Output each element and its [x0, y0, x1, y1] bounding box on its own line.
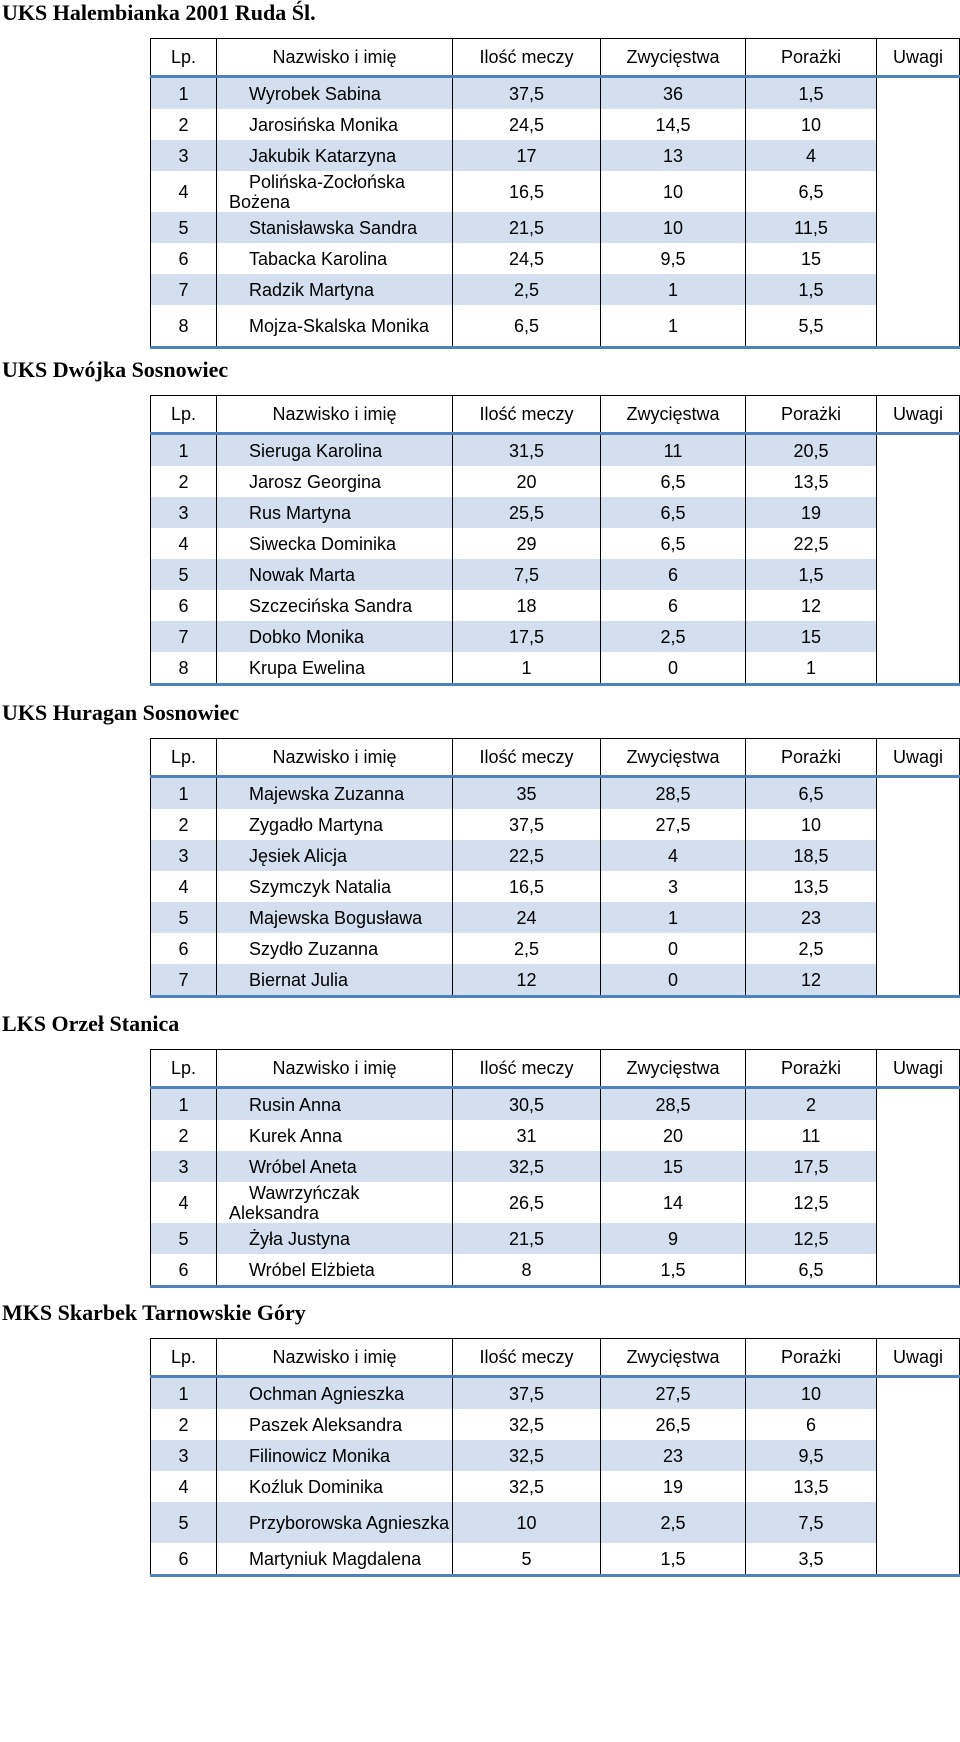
cell-losses: 6 [746, 1409, 877, 1440]
cell-losses: 6,5 [746, 777, 877, 810]
cell-lp: 8 [151, 652, 217, 685]
cell-wins: 10 [601, 171, 746, 212]
cell-lp: 5 [151, 1223, 217, 1254]
cell-losses: 1,5 [746, 77, 877, 110]
header-games: Ilość meczy [453, 739, 601, 777]
cell-name: Dobko Monika [217, 621, 453, 652]
cell-games: 26,5 [453, 1182, 601, 1223]
cell-name: Radzik Martyna [217, 274, 453, 305]
cell-notes [877, 559, 960, 590]
cell-name: Wróbel Elżbieta [217, 1254, 453, 1287]
table-row [151, 434, 960, 467]
cell-games: 17 [453, 140, 601, 171]
cell-notes [877, 109, 960, 140]
header-wins: Zwycięstwa [601, 1050, 746, 1088]
cell-notes [877, 590, 960, 621]
team-section [0, 700, 960, 998]
cell-wins: 11 [601, 434, 746, 467]
cell-name: Krupa Ewelina [217, 652, 453, 685]
cell-name: Żyła Justyna [217, 1223, 453, 1254]
cell-games: 32,5 [453, 1471, 601, 1502]
cell-lp: 6 [151, 933, 217, 964]
cell-wins: 2,5 [601, 1502, 746, 1543]
header-name: Nazwisko i imię [217, 396, 453, 434]
header-losses: Porażki [746, 396, 877, 434]
cell-wins: 19 [601, 1471, 746, 1502]
cell-losses: 12,5 [746, 1223, 877, 1254]
table-row [151, 559, 960, 590]
header-lp: Lp. [151, 1050, 217, 1088]
cell-lp: 3 [151, 140, 217, 171]
header-notes: Uwagi [877, 739, 960, 777]
cell-wins: 1,5 [601, 1254, 746, 1287]
cell-notes [877, 840, 960, 871]
cell-wins: 0 [601, 652, 746, 685]
cell-lp: 7 [151, 621, 217, 652]
cell-wins: 13 [601, 140, 746, 171]
cell-games: 21,5 [453, 1223, 601, 1254]
cell-lp: 2 [151, 109, 217, 140]
cell-notes [877, 964, 960, 997]
cell-losses: 13,5 [746, 871, 877, 902]
team-title: UKS Huragan Sosnowiec [2, 700, 240, 725]
cell-name: Tabacka Karolina [217, 243, 453, 274]
cell-games: 12 [453, 964, 601, 997]
cell-name: Ochman Agnieszka [217, 1377, 453, 1410]
table-row [151, 140, 960, 171]
header-lp: Lp. [151, 396, 217, 434]
cell-games: 30,5 [453, 1088, 601, 1121]
team-table [150, 1049, 960, 1288]
team-title: UKS Halembianka 2001 Ruda Śl. [2, 0, 316, 25]
table-row [151, 840, 960, 871]
cell-notes [877, 1088, 960, 1121]
team-table [150, 738, 960, 998]
header-wins: Zwycięstwa [601, 739, 746, 777]
table-row [151, 1223, 960, 1254]
header-notes: Uwagi [877, 396, 960, 434]
table-row [151, 466, 960, 497]
team-section [0, 0, 960, 349]
cell-losses: 3,5 [746, 1543, 877, 1576]
cell-notes [877, 1543, 960, 1576]
table-row [151, 1440, 960, 1471]
cell-games: 8 [453, 1254, 601, 1287]
cell-losses: 1 [746, 652, 877, 685]
header-lp: Lp. [151, 39, 217, 77]
cell-wins: 0 [601, 964, 746, 997]
cell-lp: 3 [151, 840, 217, 871]
cell-name: Szczecińska Sandra [217, 590, 453, 621]
cell-notes [877, 274, 960, 305]
header-games: Ilość meczy [453, 1050, 601, 1088]
cell-losses: 5,5 [746, 305, 877, 348]
team-table [150, 395, 960, 686]
header-name: Nazwisko i imię [217, 1050, 453, 1088]
cell-wins: 6,5 [601, 466, 746, 497]
cell-wins: 23 [601, 1440, 746, 1471]
table-row [151, 777, 960, 810]
cell-name: Jarosz Georgina [217, 466, 453, 497]
table-row [151, 77, 960, 110]
cell-wins: 4 [601, 840, 746, 871]
cell-games: 25,5 [453, 497, 601, 528]
cell-lp: 7 [151, 964, 217, 997]
cell-notes [877, 1254, 960, 1287]
cell-losses: 11,5 [746, 212, 877, 243]
table-row [151, 171, 960, 212]
table-row [151, 1120, 960, 1151]
cell-notes [877, 434, 960, 467]
cell-lp: 6 [151, 590, 217, 621]
header-name: Nazwisko i imię [217, 1339, 453, 1377]
cell-wins: 1 [601, 274, 746, 305]
table-header-row [151, 739, 960, 777]
cell-wins: 9 [601, 1223, 746, 1254]
cell-lp: 5 [151, 212, 217, 243]
team-table [150, 38, 960, 349]
cell-notes [877, 212, 960, 243]
cell-name: Biernat Julia [217, 964, 453, 997]
cell-notes [877, 497, 960, 528]
cell-notes [877, 809, 960, 840]
cell-games: 2,5 [453, 274, 601, 305]
cell-notes [877, 871, 960, 902]
cell-notes [877, 171, 960, 212]
cell-lp: 2 [151, 809, 217, 840]
cell-notes [877, 1223, 960, 1254]
table-row [151, 652, 960, 685]
cell-losses: 22,5 [746, 528, 877, 559]
header-name: Nazwisko i imię [217, 739, 453, 777]
cell-lp: 5 [151, 559, 217, 590]
cell-losses: 18,5 [746, 840, 877, 871]
header-wins: Zwycięstwa [601, 396, 746, 434]
cell-games: 37,5 [453, 1377, 601, 1410]
cell-games: 16,5 [453, 171, 601, 212]
cell-notes [877, 1120, 960, 1151]
cell-name: Jakubik Katarzyna [217, 140, 453, 171]
cell-name: Zygadło Martyna [217, 809, 453, 840]
cell-lp: 1 [151, 1088, 217, 1121]
cell-losses: 11 [746, 1120, 877, 1151]
table-row [151, 109, 960, 140]
table-row [151, 871, 960, 902]
table-row [151, 212, 960, 243]
table-header-row [151, 1339, 960, 1377]
cell-name: Szymczyk Natalia [217, 871, 453, 902]
cell-wins: 15 [601, 1151, 746, 1182]
cell-wins: 3 [601, 871, 746, 902]
cell-notes [877, 621, 960, 652]
cell-notes [877, 1151, 960, 1182]
cell-games: 37,5 [453, 77, 601, 110]
cell-notes [877, 305, 960, 348]
cell-lp: 2 [151, 1120, 217, 1151]
header-notes: Uwagi [877, 1339, 960, 1377]
table-header-row [151, 1050, 960, 1088]
cell-losses: 10 [746, 809, 877, 840]
table-row [151, 1254, 960, 1287]
cell-losses: 1,5 [746, 559, 877, 590]
cell-name: Rus Martyna [217, 497, 453, 528]
cell-notes [877, 243, 960, 274]
cell-losses: 10 [746, 109, 877, 140]
header-losses: Porażki [746, 39, 877, 77]
cell-wins: 6 [601, 559, 746, 590]
cell-wins: 0 [601, 933, 746, 964]
cell-name: Siwecka Dominika [217, 528, 453, 559]
cell-wins: 28,5 [601, 1088, 746, 1121]
cell-games: 18 [453, 590, 601, 621]
cell-wins: 2,5 [601, 621, 746, 652]
cell-lp: 6 [151, 1543, 217, 1576]
cell-lp: 5 [151, 1502, 217, 1543]
cell-lp: 4 [151, 171, 217, 212]
cell-losses: 12 [746, 964, 877, 997]
table-row [151, 274, 960, 305]
team-title: MKS Skarbek Tarnowskie Góry [2, 1300, 306, 1325]
cell-losses: 6,5 [746, 1254, 877, 1287]
header-losses: Porażki [746, 739, 877, 777]
cell-wins: 1 [601, 902, 746, 933]
cell-notes [877, 77, 960, 110]
cell-name: Koźluk Dominika [217, 1471, 453, 1502]
cell-wins: 1,5 [601, 1543, 746, 1576]
table-row [151, 1409, 960, 1440]
cell-games: 16,5 [453, 871, 601, 902]
cell-name: Wróbel Aneta [217, 1151, 453, 1182]
cell-losses: 19 [746, 497, 877, 528]
cell-losses: 1,5 [746, 274, 877, 305]
table-row [151, 902, 960, 933]
cell-wins: 10 [601, 212, 746, 243]
cell-losses: 23 [746, 902, 877, 933]
cell-losses: 2 [746, 1088, 877, 1121]
cell-lp: 8 [151, 305, 217, 348]
table-row [151, 964, 960, 997]
header-name: Nazwisko i imię [217, 39, 453, 77]
cell-losses: 12,5 [746, 1182, 877, 1223]
cell-losses: 9,5 [746, 1440, 877, 1471]
cell-losses: 13,5 [746, 1471, 877, 1502]
cell-wins: 1 [601, 305, 746, 348]
cell-games: 24,5 [453, 243, 601, 274]
header-notes: Uwagi [877, 39, 960, 77]
table-row [151, 1471, 960, 1502]
cell-name: Majewska Bogusława [217, 902, 453, 933]
cell-games: 2,5 [453, 933, 601, 964]
cell-wins: 27,5 [601, 1377, 746, 1410]
cell-name: Wyrobek Sabina [217, 77, 453, 110]
table-row [151, 1182, 960, 1223]
cell-lp: 1 [151, 77, 217, 110]
header-games: Ilość meczy [453, 1339, 601, 1377]
cell-losses: 12 [746, 590, 877, 621]
cell-name: Wawrzyńczak Aleksandra [217, 1182, 453, 1223]
cell-lp: 6 [151, 243, 217, 274]
cell-games: 10 [453, 1502, 601, 1543]
table-row [151, 1151, 960, 1182]
cell-name: Kurek Anna [217, 1120, 453, 1151]
cell-games: 20 [453, 466, 601, 497]
cell-games: 21,5 [453, 212, 601, 243]
cell-lp: 4 [151, 1182, 217, 1223]
cell-wins: 6,5 [601, 497, 746, 528]
cell-lp: 5 [151, 902, 217, 933]
cell-games: 24,5 [453, 109, 601, 140]
cell-name: Mojza-Skalska Monika [217, 305, 453, 348]
team-section [0, 1011, 960, 1288]
cell-losses: 4 [746, 140, 877, 171]
cell-notes [877, 933, 960, 964]
cell-name: Przyborowska Agnieszka [217, 1502, 453, 1543]
cell-games: 32,5 [453, 1440, 601, 1471]
cell-wins: 27,5 [601, 809, 746, 840]
cell-wins: 26,5 [601, 1409, 746, 1440]
cell-games: 32,5 [453, 1409, 601, 1440]
cell-lp: 4 [151, 871, 217, 902]
cell-lp: 2 [151, 466, 217, 497]
table-row [151, 809, 960, 840]
table-row [151, 528, 960, 559]
header-losses: Porażki [746, 1050, 877, 1088]
cell-losses: 10 [746, 1377, 877, 1410]
cell-games: 7,5 [453, 559, 601, 590]
cell-notes [877, 1409, 960, 1440]
table-row [151, 933, 960, 964]
cell-notes [877, 902, 960, 933]
cell-notes [877, 1377, 960, 1410]
cell-wins: 14,5 [601, 109, 746, 140]
cell-notes [877, 1440, 960, 1471]
team-section [0, 1300, 960, 1577]
cell-games: 1 [453, 652, 601, 685]
cell-lp: 2 [151, 1409, 217, 1440]
cell-name: Paszek Aleksandra [217, 1409, 453, 1440]
cell-name: Polińska-Zocłońska Bożena [217, 171, 453, 212]
cell-games: 31 [453, 1120, 601, 1151]
cell-notes [877, 140, 960, 171]
table-header-row [151, 39, 960, 77]
header-losses: Porażki [746, 1339, 877, 1377]
cell-notes [877, 1182, 960, 1223]
cell-notes [877, 1502, 960, 1543]
team-section [0, 357, 960, 686]
table-row [151, 305, 960, 348]
cell-wins: 6 [601, 590, 746, 621]
cell-name: Szydło Zuzanna [217, 933, 453, 964]
table-row [151, 1088, 960, 1121]
cell-lp: 7 [151, 274, 217, 305]
cell-games: 22,5 [453, 840, 601, 871]
cell-lp: 6 [151, 1254, 217, 1287]
cell-losses: 6,5 [746, 171, 877, 212]
team-title: LKS Orzeł Stanica [2, 1011, 180, 1036]
cell-lp: 3 [151, 1440, 217, 1471]
cell-games: 24 [453, 902, 601, 933]
cell-losses: 7,5 [746, 1502, 877, 1543]
header-wins: Zwycięstwa [601, 39, 746, 77]
cell-name: Martyniuk Magdalena [217, 1543, 453, 1576]
table-row [151, 1377, 960, 1410]
cell-wins: 14 [601, 1182, 746, 1223]
cell-name: Filinowicz Monika [217, 1440, 453, 1471]
table-row [151, 1543, 960, 1576]
cell-name: Nowak Marta [217, 559, 453, 590]
cell-wins: 28,5 [601, 777, 746, 810]
cell-lp: 1 [151, 1377, 217, 1410]
table-row [151, 1502, 960, 1543]
table-row [151, 243, 960, 274]
header-lp: Lp. [151, 1339, 217, 1377]
header-notes: Uwagi [877, 1050, 960, 1088]
cell-name: Sieruga Karolina [217, 434, 453, 467]
header-games: Ilość meczy [453, 396, 601, 434]
header-lp: Lp. [151, 739, 217, 777]
table-row [151, 590, 960, 621]
cell-games: 32,5 [453, 1151, 601, 1182]
cell-games: 31,5 [453, 434, 601, 467]
header-games: Ilość meczy [453, 39, 601, 77]
cell-lp: 4 [151, 1471, 217, 1502]
table-row [151, 497, 960, 528]
cell-notes [877, 528, 960, 559]
cell-lp: 3 [151, 497, 217, 528]
cell-notes [877, 652, 960, 685]
cell-losses: 15 [746, 243, 877, 274]
cell-name: Majewska Zuzanna [217, 777, 453, 810]
cell-wins: 9,5 [601, 243, 746, 274]
cell-lp: 1 [151, 777, 217, 810]
cell-notes [877, 777, 960, 810]
cell-lp: 4 [151, 528, 217, 559]
cell-wins: 20 [601, 1120, 746, 1151]
cell-losses: 20,5 [746, 434, 877, 467]
cell-games: 5 [453, 1543, 601, 1576]
cell-name: Jęsiek Alicja [217, 840, 453, 871]
cell-games: 6,5 [453, 305, 601, 348]
table-header-row [151, 396, 960, 434]
team-table [150, 1338, 960, 1577]
cell-wins: 36 [601, 77, 746, 110]
team-title: UKS Dwójka Sosnowiec [2, 357, 229, 382]
cell-games: 37,5 [453, 809, 601, 840]
cell-losses: 17,5 [746, 1151, 877, 1182]
cell-name: Jarosińska Monika [217, 109, 453, 140]
cell-games: 35 [453, 777, 601, 810]
table-row [151, 621, 960, 652]
cell-losses: 15 [746, 621, 877, 652]
cell-lp: 1 [151, 434, 217, 467]
cell-name: Rusin Anna [217, 1088, 453, 1121]
cell-losses: 2,5 [746, 933, 877, 964]
header-wins: Zwycięstwa [601, 1339, 746, 1377]
cell-games: 29 [453, 528, 601, 559]
cell-name: Stanisławska Sandra [217, 212, 453, 243]
cell-notes [877, 1471, 960, 1502]
cell-notes [877, 466, 960, 497]
cell-wins: 6,5 [601, 528, 746, 559]
cell-games: 17,5 [453, 621, 601, 652]
cell-lp: 3 [151, 1151, 217, 1182]
cell-losses: 13,5 [746, 466, 877, 497]
